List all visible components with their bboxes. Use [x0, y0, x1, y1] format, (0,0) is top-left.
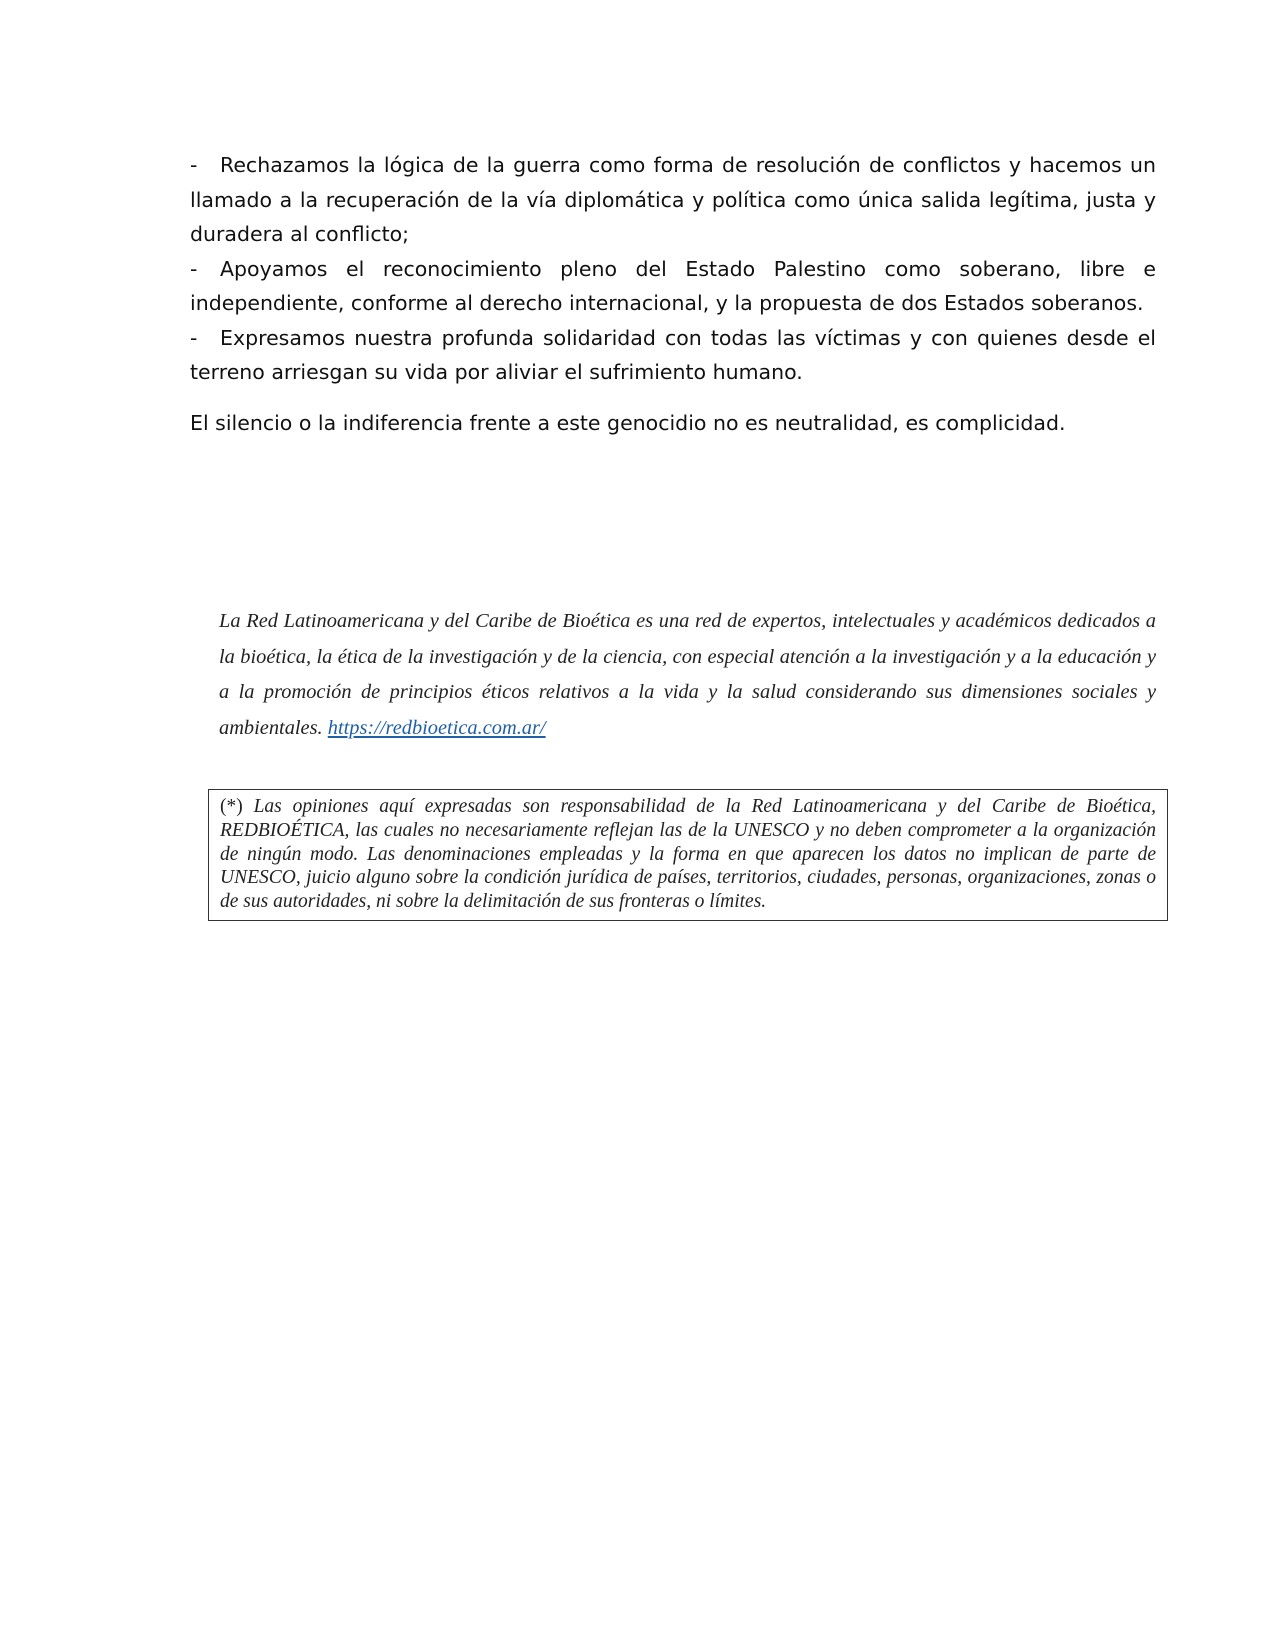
bullet-estado-palestino [190, 252, 1156, 321]
bullet-dash: - [190, 153, 198, 177]
closing-statement: El silencio o la indiferencia frente a este genocidio no es neutralidad, es complicidad. [190, 410, 1066, 435]
bullet-solidaridad [190, 321, 1156, 390]
bullet-rechazo-guerra [190, 148, 1156, 252]
bullet-text: Rechazamos la lógica de la guerra como forma de resolución de conflictos y hacemos un llamado a la recuperación de la vía diplomática y política como única salida legítima, justa y duradera al conflicto; [190, 153, 1156, 246]
disclaimer-marker: (*) [220, 796, 243, 817]
disclaimer-box [208, 789, 1168, 921]
redbioetica-link[interactable]: https://redbioetica.com.ar/ [327, 716, 546, 739]
disclaimer-text: Las opiniones aquí expresadas son responsabilidad de la Red Latinoamericana y del Caribe de Bioética, REDBIOÉTICA, las cuales no necesariamente reflejan las de la UNESCO y no deben comprometer a la organización de ningún modo. Las denominaciones empleadas y la forma en que aparecen los datos no implican de parte de UNESCO, juicio alguno sobre la condición jurídica de países, territorios, ciudades, personas, organizaciones, zonas o de sus autoridades, ni sobre la delimitación de sus fronteras o límites. [220, 796, 1156, 913]
about-redbioetica [219, 604, 1156, 746]
bullet-text: Apoyamos el reconocimiento pleno del Estado Palestino como soberano, libre e independiente, conforme al derecho internacional, y la propuesta de dos Estados soberanos. [190, 256, 1156, 315]
statement-body [190, 148, 1156, 440]
bullet-dash: - [190, 256, 198, 281]
bullet-dash: - [190, 325, 198, 350]
bullet-text: Expresamos nuestra profunda solidaridad con todas las víctimas y con quienes desde el terreno arriesgan su vida por aliviar el sufrimiento humano. [190, 325, 1156, 384]
about-text: La Red Latinoamericana y del Caribe de Bioética es una red de expertos, intelectuales y académicos dedicados a la bioética, la ética de la investigación y de la ciencia, con especial atención a la investigación y a la educación y a la promoción de principios éticos relativos a la vida y la salud considerando sus dimensiones sociales y ambientales. [219, 610, 1156, 739]
